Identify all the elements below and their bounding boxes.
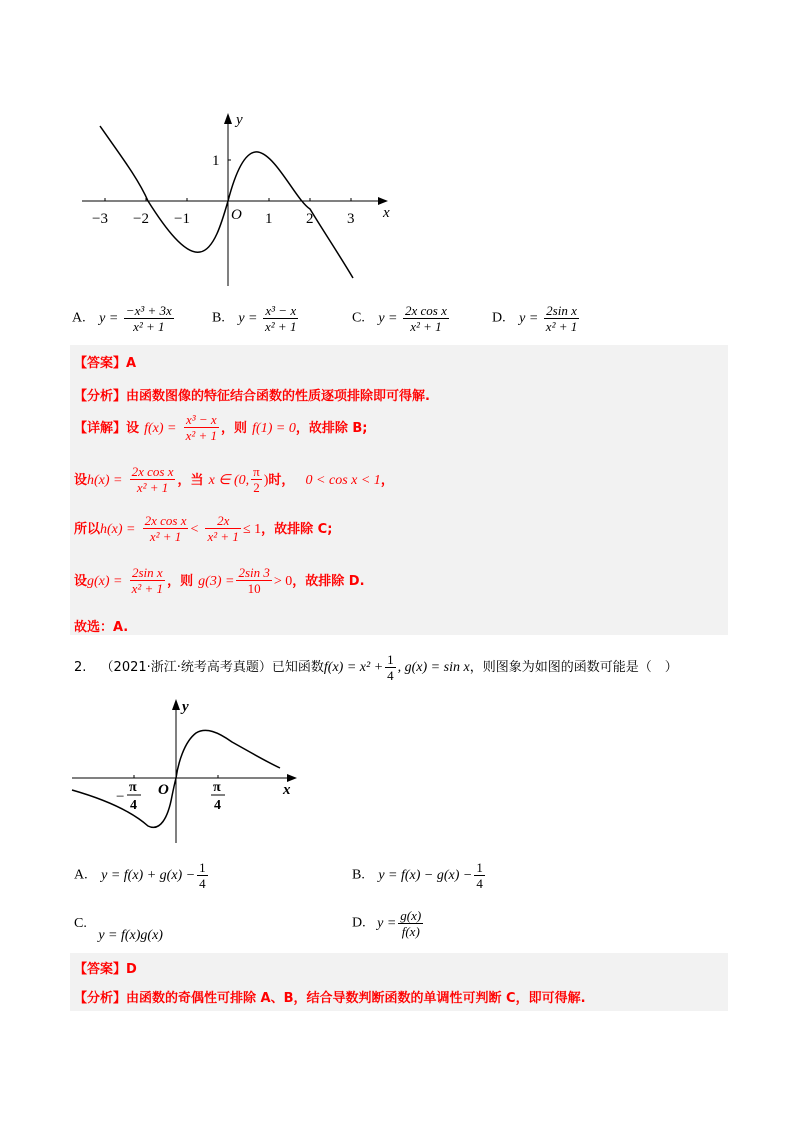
sol1-choose-line: 故选：A. (74, 620, 129, 635)
graph-1-y-tick-1: 1 (212, 153, 220, 169)
sol1-detail-line-2: 设h(x) = $\frac{\text{2x cos x}}{\text{x² + 1}}$ ，当 x ∈ (0, $\frac{\pi}{2}$ )时， 0 < cos x < 1， (74, 464, 394, 495)
sol1-detail-line-4: 设g(x) = $\frac{\text{2sin x}}{\text{x² + 1}}$ ，则 g(3) = $\frac{2\sin 3}{10}$ > 0，故排除 D. (74, 565, 365, 596)
y-axis-arrow-icon (172, 699, 180, 710)
sol2-analysis-line: 【分析】由函数的奇偶性可排除 A、B，结合导数判断函数的单调性可判断 C，即可得解. (74, 991, 586, 1006)
q1-option-b[interactable]: B. y = $\frac{\text{x³ − x}}{\text{x² + 1}}$ (212, 303, 297, 334)
graph-1-y-label: y (236, 112, 243, 128)
q1-option-a-fraction: $\frac{\text{−x³ + 3x}}{\text{x² + 1}}$ (125, 303, 172, 334)
graph-1-x-tick-1: 1 (265, 211, 273, 227)
sol1-detail-line-1: 【详解】设 f(x) = $\frac{\text{x³ − x}}{\text{x² + 1}}$ ，则 f(1) = 0，故排除 B; (74, 412, 368, 443)
sol1-answer-line: 【答案】A (74, 356, 137, 371)
graph-1-x-tick-neg1: −1 (174, 211, 190, 227)
x-axis-arrow-icon (378, 197, 388, 205)
graph-2-pos-pi: π (213, 780, 221, 795)
graph-1-curve (100, 126, 353, 278)
q1-option-c[interactable]: C. y = $\frac{\text{2x cos x}}{\text{x² + 1}}$ (352, 303, 447, 334)
sol1-detail-line-3: 所以h(x) = $\frac{\text{2x cos x}}{\text{x² + 1}}$ < $\frac{2x}{\text{x² + 1}}$ ≤ 1，故排除 C; (74, 513, 333, 544)
graph-2-origin-label: O (158, 782, 169, 798)
q1-option-b-fraction: $\frac{\text{x³ − x}}{\text{x² + 1}}$ (265, 303, 297, 334)
graph-2-neg-pi: π (129, 780, 137, 795)
graph-2-y-label: y (182, 699, 189, 715)
graph-1 (70, 108, 400, 288)
sol1-analysis-line: 【分析】由函数图像的特征结合函数的性质逐项排除即可得解. (74, 389, 430, 404)
q1-option-a[interactable]: A. y = $\frac{\text{−x³ + 3x}}{\text{x² + 1}}$ (72, 303, 172, 334)
graph-2-x-label: x (283, 782, 291, 798)
graph-2-neg-sign: − (116, 789, 125, 805)
graph-1-x-tick-2: 2 (306, 211, 314, 227)
sol2-answer-line: 【答案】D (74, 962, 137, 977)
y-axis-arrow-icon (224, 113, 232, 124)
graph-1-x-label: x (383, 205, 390, 221)
q2-option-d[interactable]: D. y = $\frac{g(x)}{f(x)}$ (352, 908, 422, 939)
graph-2-pos-four: 4 (214, 798, 221, 813)
q1-option-d-fraction: $\frac{\text{2sin x}}{\text{x² + 1}}$ (545, 303, 578, 334)
graph-1-x-tick-3: 3 (347, 211, 355, 227)
q2-option-a[interactable]: A. y = f(x) + g(x) − $\frac{1}{4}$ (74, 860, 206, 891)
q2-stem: 2. （2021·浙江·统考高考真题）已知函数f(x) = x² + $\frac{1}{4}$ , g(x) = sin x，则图象为如图的函数可能是（ ） (74, 652, 678, 683)
q1-option-d[interactable]: D. y = $\frac{\text{2sin x}}{\text{x² + 1}}$ (492, 303, 578, 334)
q2-option-b[interactable]: B. y = f(x) − g(x) − $\frac{1}{4}$ (352, 860, 483, 891)
x-axis-arrow-icon (287, 774, 297, 782)
q2-option-c[interactable]: C. y = f(x)g(x) (74, 916, 163, 943)
q1-option-c-fraction: $\frac{\text{2x cos x}}{\text{x² + 1}}$ (405, 303, 447, 334)
graph-2 (70, 690, 310, 850)
graph-1-origin-label: O (231, 207, 242, 223)
graph-1-x-tick-neg3: −3 (92, 211, 108, 227)
graph-1-x-tick-neg2: −2 (133, 211, 149, 227)
graph-2-neg-four: 4 (130, 798, 137, 813)
